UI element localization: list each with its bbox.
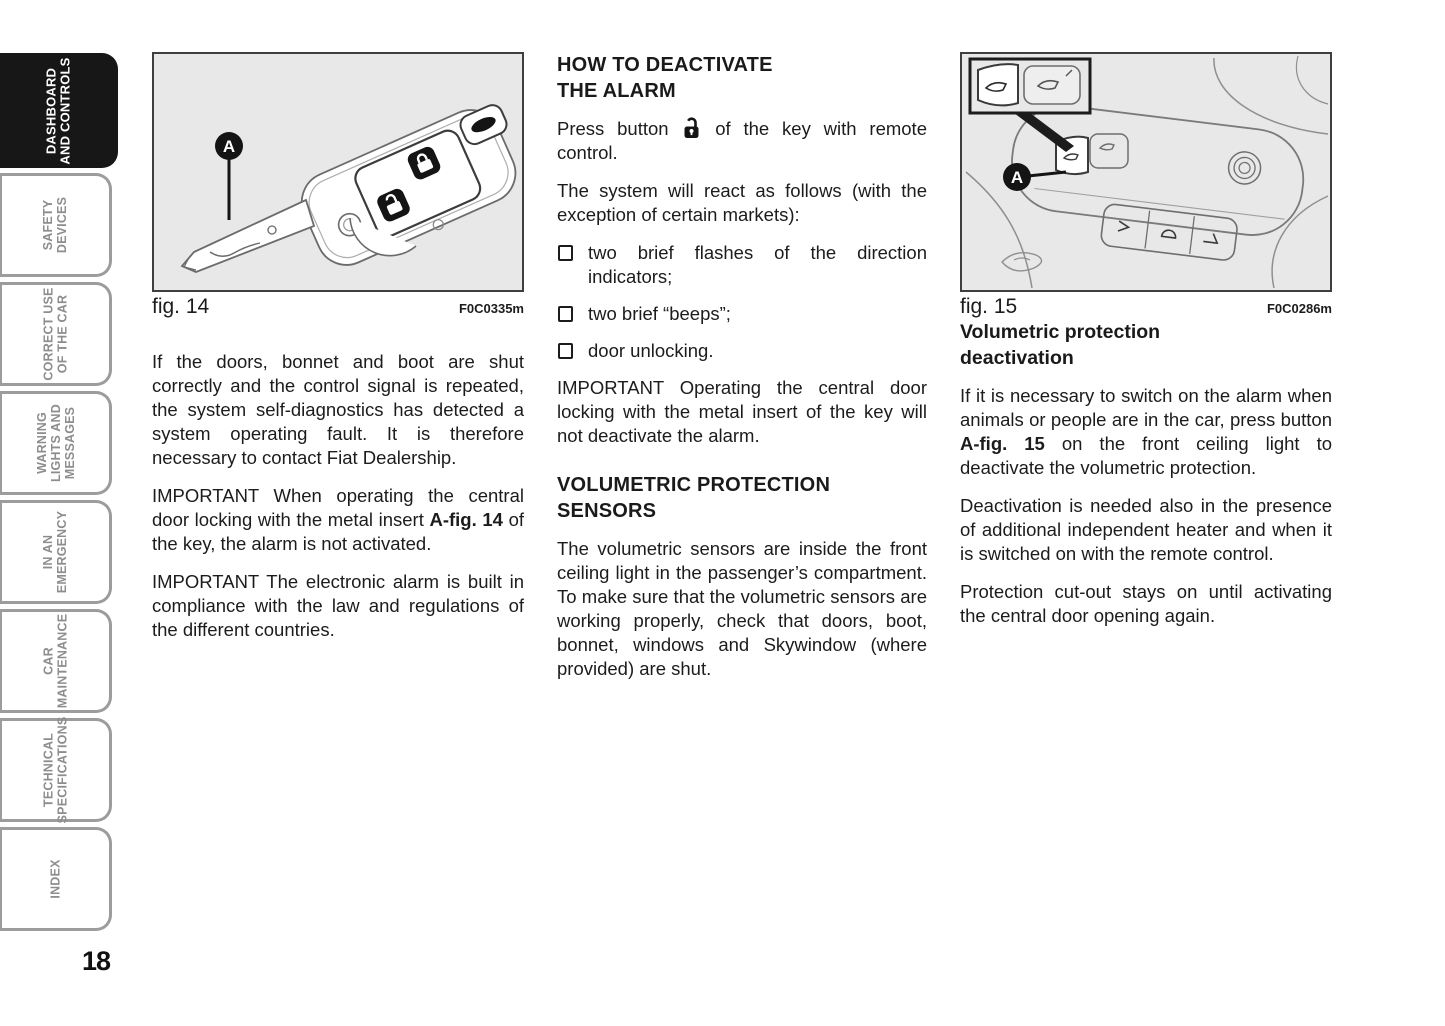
subsection-heading-volumetric-deactivation: Volumetric protection deactivation (960, 321, 1161, 369)
column-right (960, 52, 1332, 642)
sidebar-item-warning-lights-and-messages (0, 391, 112, 495)
figure-14-marker-a: A (222, 137, 236, 156)
sidebar-item-label: SAFETY DEVICES (41, 196, 70, 254)
figure-reference: A-fig. 14 (429, 509, 503, 530)
page-number: 18 (82, 946, 111, 976)
sidebar-item-label: DASHBOARD AND CONTROLS (43, 56, 73, 165)
ceiling-light-illustration-svg (962, 54, 1330, 290)
paragraph: IMPORTANT Operating the central door locking with the metal insert of the key will not deactivate the alarm. (557, 377, 927, 446)
reaction-list (557, 241, 927, 363)
lock-open-icon (683, 117, 700, 139)
paragraph: Deactivation is needed also in the presence of additional independent heater and when it is switched on with the remote control. (960, 495, 1332, 564)
figure-15-code: F0C0286m (1266, 301, 1332, 316)
sidebar-item-label: INDEX (48, 859, 63, 899)
front-ceiling-light-illustration (960, 52, 1332, 292)
sidebar-item-label: TECHNICAL SPECIFICATIONS (41, 716, 70, 824)
figure-14-code: F0C0335m (458, 301, 524, 316)
figure-15-caption: fig. 15 (960, 295, 1018, 318)
list-item: two brief “beeps”; (557, 302, 927, 326)
paragraph: If it is necessary to switch on the alarm when animals or people are in the car, press button A-fig. 15 on the front ceiling light to deactivate the volumetric protection. (960, 385, 1332, 478)
sidebar-item-correct-use-of-the-car (0, 282, 112, 386)
checkbox-square-icon (558, 343, 573, 359)
figure-15 (960, 52, 1332, 319)
paragraph: Press button of the key with remote control. (557, 118, 927, 163)
paragraph: IMPORTANT When operating the central door locking with the metal insert A-fig. 14 of the key, the alarm is not activated. (152, 485, 524, 554)
paragraph: IMPORTANT The electronic alarm is built in compliance with the law and regulations of the different countries. (152, 571, 524, 640)
sidebar-item-in-an-emergency (0, 500, 112, 604)
sidebar-item-label: CORRECT USE OF THE CAR (41, 287, 70, 381)
sidebar-item-car-maintenance (0, 609, 112, 713)
checkbox-square-icon (558, 245, 573, 261)
sidebar-item-safety-devices (0, 173, 112, 277)
paragraph: If the doors, bonnet and boot are shut correctly and the control signal is repeated, the system self-diagnostics has detected a system operating fault. It is therefore necessary to contact Fiat Dealership. (152, 351, 524, 468)
section-heading-volumetric-sensors: VOLUMETRIC PROTECTION SENSORS (557, 474, 831, 522)
section-tab-rail (0, 53, 120, 936)
figure-14 (152, 52, 524, 319)
sidebar-item-label: IN AN EMERGENCY (41, 510, 70, 594)
sidebar-item-index (0, 827, 112, 931)
sidebar-item-label: WARNING LIGHTS AND MESSAGES (34, 404, 77, 482)
paragraph: The volumetric sensors are inside the front ceiling light in the passenger’s compartment. To make sure that the volumetric sensors are working properly, check that doors, boot, bonnet, windows and Skywindow (where provided) are shut. (557, 538, 927, 679)
checkbox-square-icon (558, 306, 573, 322)
sidebar-item-label: CAR MAINTENANCE (41, 613, 70, 709)
paragraph: The system will react as follows (with the exception of certain markets): (557, 180, 927, 225)
figure-14-caption: fig. 14 (152, 295, 210, 318)
column-center (557, 52, 927, 695)
paragraph: Protection cut-out stays on until activating the central door opening again. (960, 581, 1332, 626)
figure-reference: A-fig. 15 (960, 433, 1045, 454)
sidebar-item-technical-specifications (0, 718, 112, 822)
list-item: two brief flashes of the direction indicators; (557, 241, 927, 289)
sidebar-item-dashboard-and-controls (0, 53, 118, 168)
section-heading-how-to-deactivate: HOW TO DEACTIVATE THE ALARM (557, 54, 773, 102)
list-item: door unlocking. (557, 339, 927, 363)
column-left (152, 52, 524, 656)
key-illustration-svg (154, 54, 522, 290)
key-with-metal-insert-illustration (152, 52, 524, 292)
figure-15-marker-a: A (1010, 168, 1024, 187)
